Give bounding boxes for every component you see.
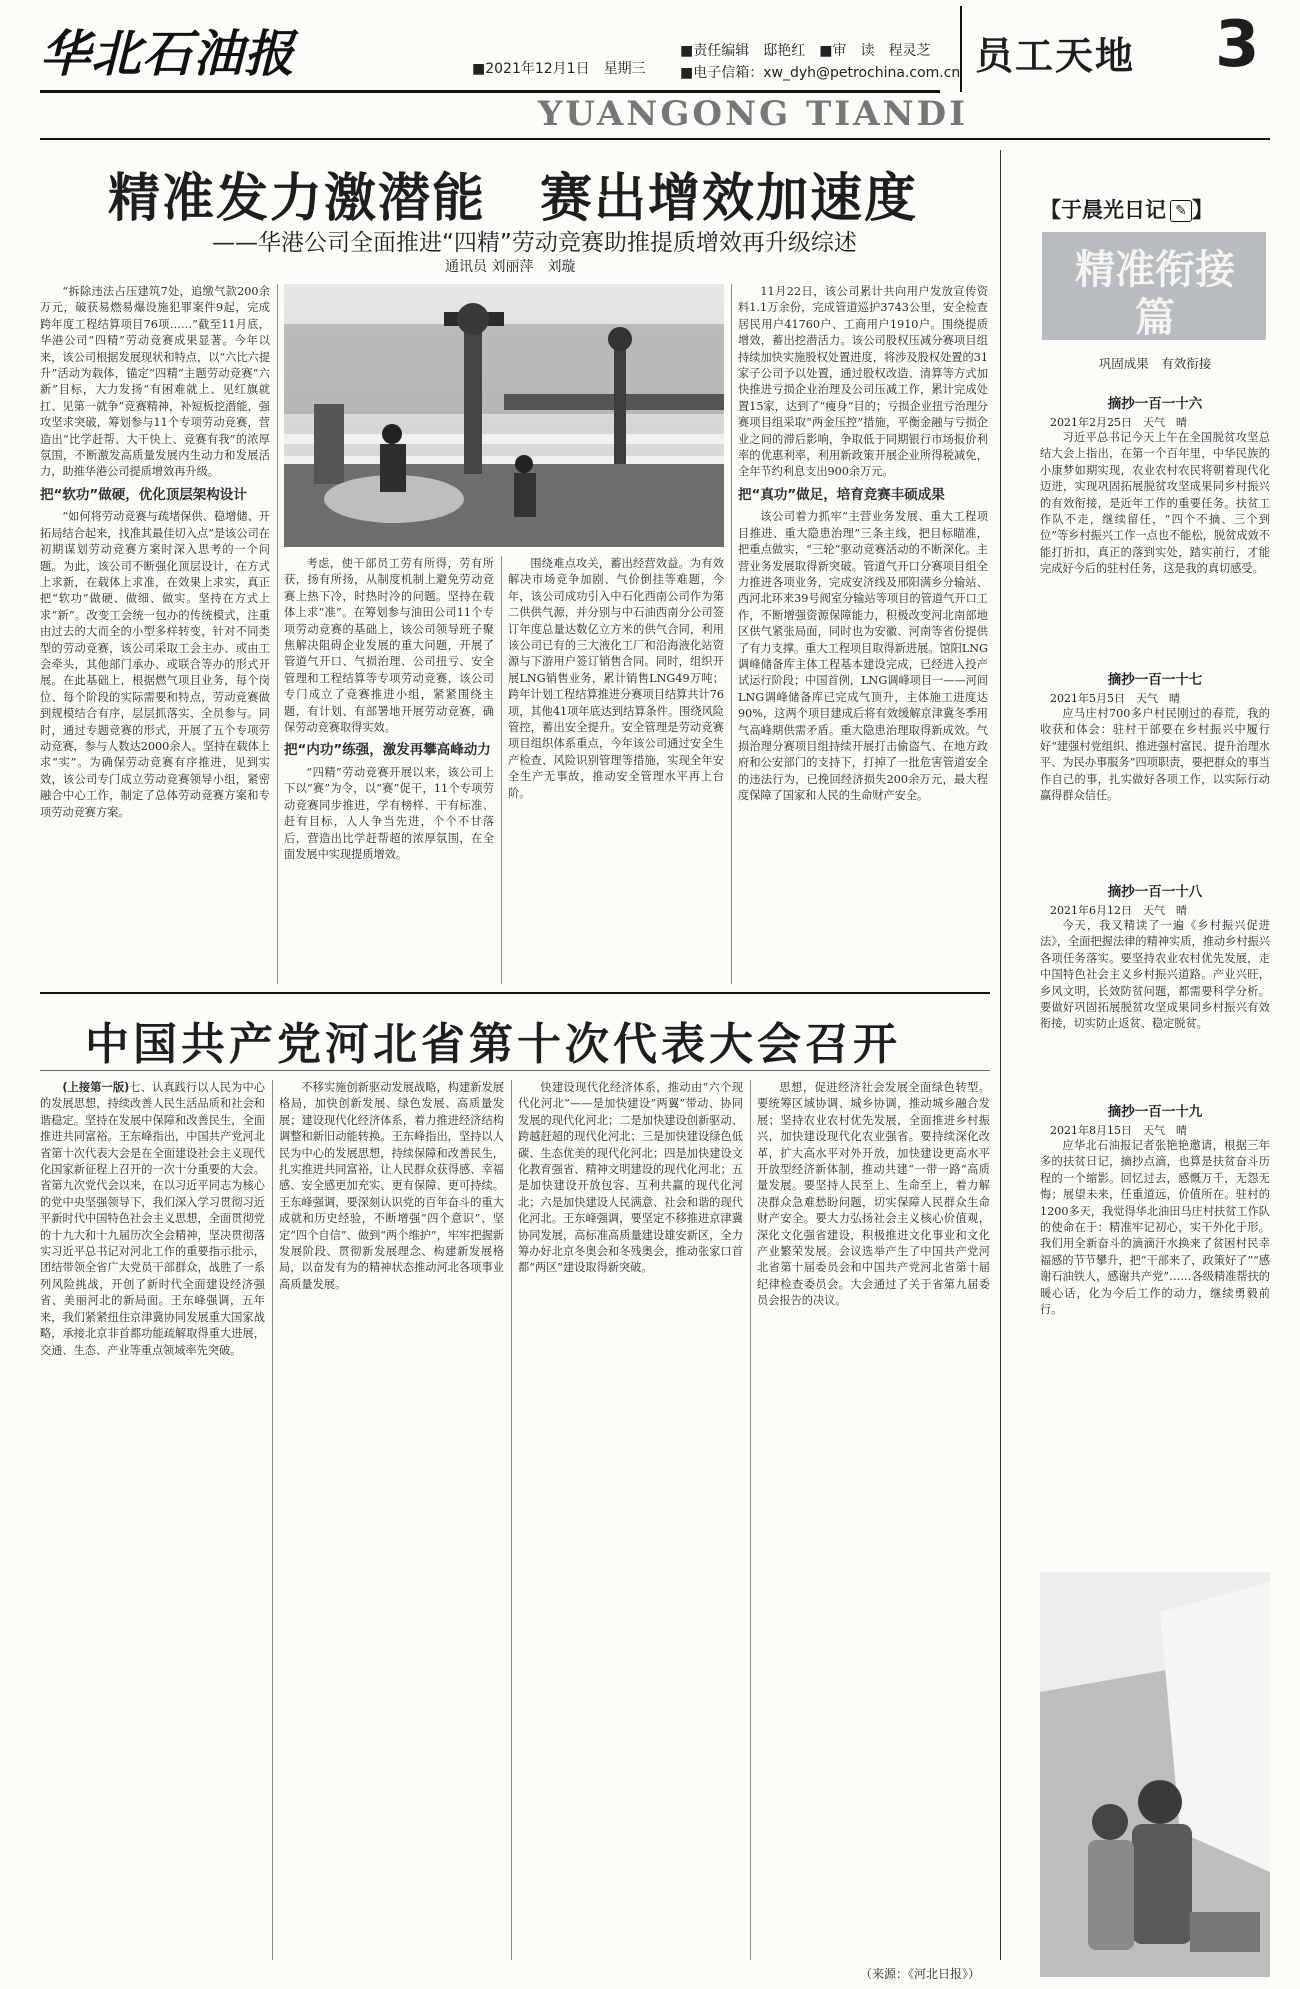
- diary-paragraph: 应马庄村700多户村民刚过的春荒，我的收获和体会：驻村干部要在乡村振兴中履行好“建强村党组织、推进强村富民、提升治理水平、为民办事服务”四项职责，要把群众的事当作自己的事，扎实做好各项工作，以实际行动赢得群众信任。: [1040, 707, 1270, 803]
- article1-paragraph: 围绕难点攻关，蓄出经营效益。为有效解决市场竞争加剧、气价倒挂等难题，今年，该公司成功引入中石化西南公司作为第二供供气源，并分别与中石油西南分公司签订年度总量达数亿立方米的供气合同，利用该公司已有的三大液化工厂和沿海液化站资源与下游用户签订销售合同。同时，组织开展LNG销售业务，累计销售LNG49万吨；跨年计划工程结算推进分赛项目结算共计76项，其他41项年底达到结算条件。围绕风险管控，蓄出安全提升。安全管理是劳动竞赛项目组织体系重点，今年该公司通过安全生产检查、风险识别管理等措施，实现全年安全生产无事故，推动安全管理水平再上台阶。: [508, 557, 724, 800]
- column-divider: [750, 1080, 751, 1960]
- sidebar-subtitle: 巩固成果 有效衔接: [1098, 356, 1212, 371]
- article2-column-2: [279, 1080, 504, 1960]
- article-byline: 通讯员 刘丽萍 刘璇: [445, 259, 576, 275]
- article1-paragraph: 该公司着力抓牢“主营业务发展、重大工程项目推进、重大隐患治理”三条主线，把目标瞄准，把重点做实，“三轮”驱动竞赛活动的不断深化。主营业务发展取得新突破。管道气开口分赛项目组全力推进各项业务，完成安济线及邢阳满乡分输站、西河北环来39号阀室分输站等项目的管道气开口工作，不断增强资源保障能力，积极改变河北南部地区供气紧张局面，同时也为安徽、河南等省份提供了有力支撑。重大工程项目取得新进展。馆阳LNG调峰储备库主体工程基本建设完成，已经进入投产试运行阶段；中国首例，LNG调峰项目一——河间LNG调峰储备库已完成气顶升，主体施工进度达90%，这两个项目建成后将有效缓解京津冀冬季用气高峰期供需矛盾。重大隐患治理取得新成效。气损治理分赛项目组持续开展打击偷盗气、在地方政府和公安部门的支持下，打掉了一批危害管道安全的违法行为，已挽回经济损失200余万元，最大程度保障了国家和人民的生命财产安全。: [738, 510, 988, 803]
- diary-entry-text: [1040, 706, 1270, 871]
- article-subheadline: ——华港公司全面推进“四精”劳动竞赛助推提质增效再升级综述: [212, 230, 857, 256]
- article1-paragraph: “四精”劳动竞赛开展以来，该公司上下以“赛”为令，以“赛”促干，11个专项劳动竞赛同步推进，学有榜样、干有标准、赶有目标，人人争当先进，个个不甘落后，营造出比学赶帮超的浓厚氛围，在全面发展中实现提质增效。: [284, 765, 494, 861]
- contact-email: ■电子信箱：xw_dyh@petrochina.com.cn: [680, 65, 961, 81]
- diary-entry-date: 2021年2月25日 天气 晴: [1050, 416, 1187, 429]
- article1-column-3: [508, 556, 724, 984]
- column-divider: [731, 284, 732, 984]
- section-title: 员工天地: [975, 34, 1136, 78]
- diary-entry-heading: 摘抄一百一十七: [1107, 672, 1203, 688]
- diary-entry-heading: 摘抄一百一十六: [1107, 396, 1203, 412]
- masthead-rule: [40, 90, 940, 93]
- diary-entry-date: 2021年6月12日 天气 晴: [1050, 904, 1187, 917]
- article1-column-2: [284, 556, 494, 984]
- diary-entry-text: [1040, 430, 1270, 660]
- article2-paragraph: 快建设现代化经济体系，推动由“六个现代化河北”——是加快建设“两翼”带动、协同发展的现代化河北；二是加快建设创新驱动、跨越赶超的现代化河北；三是加快建设绿色低碳、生态优美的现代化河北；四是加快建设文化教育强省、精神文明建设的现代化河北；五是加快建设开放包容、互利共赢的现代化河北；六是加快建设人民满意、社会和谐的现代化河北。王东峰强调，要坚定不移推进京津冀协同发展，高标准高质量建设雄安新区，全力筹办好北京冬奥会和冬残奥会，推动张家口首都“两区”建设取得新突破。: [518, 1081, 743, 1275]
- diary-paragraph: 习近平总书记今天上午在全国脱贫攻坚总结大会上指出，在第一个百年里，中华民族的小康梦如期实现，农业农村农民将朝着现代化迈进，实现巩固拓展脱贫攻坚成果同乡村振兴的有效衔接，是近年工作的重要任务。扶贫工作队不走，继续留任，“四个不摘、三个到位”等乡村振兴工作一点也不能松，脱贫成效不能打折扣，真正的落到实处，踏实前行，才能完成好今后的驻村任务，这是我的真切感受。: [1040, 431, 1270, 576]
- article2-column-1: [40, 1080, 265, 1960]
- pipeline-workers-photo: [284, 284, 724, 547]
- article1-subheading: 把“内功”练强，激发再攀高峰动力: [284, 742, 491, 759]
- article2-column-4: [757, 1080, 990, 1950]
- article1-paragraph: 11月22日，该公司累计共向用户发放宣传资料1.1万余份，完成管道巡护3743公里，安全检查居民用户41760户、工商用户1910户。围绕提质增效，蓄出挖潜活力。该公司股权压减分赛项目组持续加快实施股权处置进度，将涉及股权处置的31家子公司予以处置，通过股权改造、清算等方式加快推进亏损企业治理及公司压减工作，累计完成处置15家，达到了“瘦身”目的；亏损企业扭亏治理分赛项目组采取“两金压控”措施，平衡金融与亏损企业之间的滞后影响，争取低于同期银行市场报价利率的优惠利率，利用新政策开展企业所得税减免，全年节约利息支出900余万元。: [738, 285, 988, 479]
- article1-paragraph: 考虑，使干部员工劳有所得，劳有所获，扬有所扬，从制度机制上避免劳动竞赛上热下冷，时热时冷的问题。坚持在载体上求“准”。在筹划参与油田公司11个专项劳动竞赛的基础上，该公司领导班子聚焦解决阻碍企业发展的重大问题，开展了管道气开口、气损治理、公司扭亏、安全管理和工程结算等专项劳动竞赛，该公司专门成立了竞赛推进小组，紧紧围绕主题，有计划、有部署地开展劳动竞赛，确保劳动竞赛取得实效。: [284, 557, 494, 735]
- sidebar-title: 精准衔接篇: [1075, 247, 1235, 341]
- publish-date: ■2021年12月1日 星期三: [472, 61, 646, 77]
- page-number: 3: [1215, 8, 1260, 82]
- article2-paragraph: 七、认真践行以人民为中心的发展思想，持续改善人民生活品质和社会和谐稳定。坚持在发展中保障和改善民生，全面推进共同富裕。王东峰指出，中国共产党河北省第十次代表大会是在全面建设社会主义现代化国家新征程上召开的一次十分重要的大会。省第九次党代会以来，在以习近平同志为核心的党中央坚强领导下，我们深入学习贯彻习近平新时代中国特色社会主义思想，全面贯彻党的十九大和十九届历次全会精神，坚决贯彻落实习近平总书记对河北工作的重要指示批示，团结带领全省广大党员干部群众，战胜了一系列风险挑战，开创了新时代全面建设经济强省、美丽河北的新局面。王东峰强调，五年来，我们紧紧扭住京津冀协同发展重大国家战略，承接北京非首都功能疏解取得重大进展，交通、生态、产业等重点领域率先突破。: [40, 1081, 265, 1357]
- diary-entry-text: [1040, 1138, 1270, 1560]
- diary-entry-heading: 摘抄一百一十八: [1107, 884, 1203, 900]
- article2-paragraph: 思想，促进经济社会发展全面绿色转型。要统筹区域协调、城乡协调，推动城乡融合发展；坚持农业农村优先发展，全面推进乡村振兴，加快建设现代化农业强省。要持续深化改革，扩大高水平对外开放，加快建设更高水平开放型经济新体制，推动共建“一带一路”高质量发展。要坚持人民至上、生命至上，着力解决群众急难愁盼问题，切实保障人民群众生命财产安全。要大力弘扬社会主义核心价值观，深化文化强省建设，积极推进文化事业和文化产业繁荣发展。会议选举产生了中国共产党河北省第十届委员会和中国共产党河北省第十届纪律检查委员会。大会通过了关于省第九届委员会报告的决议。: [757, 1081, 990, 1308]
- column-divider: [511, 1080, 512, 1960]
- masthead-bottom-rule: [40, 138, 1270, 140]
- diary-entry-date: 2021年5月5日 天气 晴: [1050, 692, 1180, 705]
- diary-kicker-text: 【于晨光日记: [1040, 198, 1166, 222]
- continuation-note: (上接第一版): [62, 1081, 130, 1094]
- diary-entry-heading: 摘抄一百一十九: [1107, 1104, 1203, 1120]
- article2-source: （来源：《河北日报》）: [860, 1967, 981, 1981]
- article2-column-3: [518, 1080, 743, 1960]
- editor-credit: ■责任编辑 邸艳红 ■审 读 程灵芝: [680, 43, 931, 59]
- article1-subheading: 把“软功”做硬，优化顶层架构设计: [40, 486, 247, 503]
- pencil-icon: ✎: [1170, 200, 1192, 222]
- article1-paragraph: “拆除违法占压建筑7处，追缴气款200余万元，破获易燃易爆设施犯罪案件9起，完成跨年度工程结算项目76项……”截至11月底，华港公司“四精”劳动竞赛成果显著。今年以来，该公司根据发展现状和特点，以“六比六提升”活动为载体，锚定“四精”主题劳动竞赛“六新”目标，大力发扬“有困难就上、见红旗就扛、见第一就争”竞赛精神，补短板挖潜能，强攻坚求突破，筹划参与11个专项劳动竞赛，营造出“比学赶帮、大干快上、竞赛有我”的浓厚氛围，不断激发高质量发展内生动力和发展活力，助推华港公司提质增效再升级。: [40, 285, 270, 479]
- column-divider: [272, 1080, 273, 1960]
- newspaper-logo: 华北石油报: [40, 24, 295, 83]
- diary-kicker: 【于晨光日记 ✎ 】: [1040, 198, 1213, 222]
- diary-paragraph: 应华北石油报记者张艳艳邀请，根据三年多的扶贫日记，摘抄点滴，也算是扶贫奋斗历程的一个缩影。回忆过去，感慨万千，无怨无悔；展望未来，任重道远，价值所在。驻村的1200多天，我觉得华北油田马庄村扶贫工作队的使命在于：精准牢记初心，实干外化于形。我们用全新奋斗的滴滴汗水换来了贫困村民幸福感的节节攀升，把“干部来了，政策好了”“感谢石油铁人，感谢共产党”……各级精准帮扶的暖心话，化为今后工作的动力，继续勇毅前行。: [1040, 1139, 1270, 1317]
- article2-headline: 中国共产党河北省第十次代表大会召开: [85, 1019, 901, 1070]
- photo-illustration: [284, 284, 724, 547]
- photo-illustration: [1040, 1572, 1270, 1977]
- article1-paragraph: “如何将劳动竞赛与疏堵保供、稳增储、开拓局结合起来，找准其最佳切入点”是该公司在初期谋划劳动竞赛方案时深入思考的一个问题。为此，该公司不断强化顶层设计，在方式上求新，在载体上求准，在效果上求实，真正把“软功”做硬、做细、做实。坚持在方式上求“新”。改变工会统一包办的传统模式，注重由过去的大而全的小型多样转变，针对不同类型的劳动竞赛，该公司采取工会主办、或由工会牵头，其他部门承办、或联合等办的形式开展。在此基础上，根据燃气项目业务，每个岗位、每个阶段的实际需要和特点，劳动竞赛做到规模结合有序，层层抓落实、全员参与。同时，通过专题竞赛的形式，开展了五个专项劳动竞赛，参与人数达2000余人。坚持在载体上求“实”。为确保劳动竞赛有序推进，见到实效，该公司专门成立劳动竞赛领导小组，紧密融合中心工作，制定了总体劳动竞赛方案和专项劳动竞赛方案。: [40, 510, 270, 819]
- village-portrait-photo: [1040, 1572, 1270, 1977]
- sidebar-divider: [1000, 150, 1001, 1960]
- article1-subheading: 把“真功”做足，培育竞赛丰硕成果: [738, 486, 945, 503]
- diary-paragraph: 今天，我又精读了一遍《乡村振兴促进法》，全面把握法律的精神实质，推动乡村振兴各项任务落实。要坚持农业农村优先发展，走中国特色社会主义乡村振兴道路。产业兴旺，乡风文明，长效防贫问题，都需要科学分析。要做好巩固拓展脱贫攻坚成果同乡村振兴有效衔接，切实防止返贫、稳定脱贫。: [1040, 919, 1270, 1031]
- article2-paragraph: 不移实施创新驱动发展战略，构建新发展格局，加快创新发展、绿色发展、高质量发展；建设现代化经济体系，着力推进经济结构调整和新旧动能转换。王东峰指出，坚持以人民为中心的发展思想，持续保障和改善民生，扎实推进共同富裕，让人民群众获得感、幸福感、安全感更加充实、更有保障、更可持续。王东峰强调，要深刻认识党的百年奋斗的重大成就和历史经验，不断增强“四个意识”、坚定“四个自信”、做到“两个维护”，牢牢把握新发展阶段、贯彻新发展理念、构建新发展格局，以奋发有为的精神状态推动河北各项事业高质量发展。: [279, 1081, 504, 1291]
- article-headline: 精准发力激潜能 赛出增效加速度: [108, 169, 919, 229]
- section-pinyin: YUANGONG TIANDI: [538, 94, 968, 134]
- diary-entry-text: [1040, 918, 1270, 1088]
- article-separator: [40, 992, 990, 994]
- column-divider: [501, 556, 502, 984]
- section-box: [960, 6, 1272, 92]
- article1-column-1: [40, 284, 270, 984]
- diary-entry-date: 2021年8月15日 天气 晴: [1050, 1124, 1187, 1137]
- article2-rule: [40, 1070, 990, 1071]
- article1-column-4: [738, 284, 988, 984]
- column-divider: [277, 284, 278, 984]
